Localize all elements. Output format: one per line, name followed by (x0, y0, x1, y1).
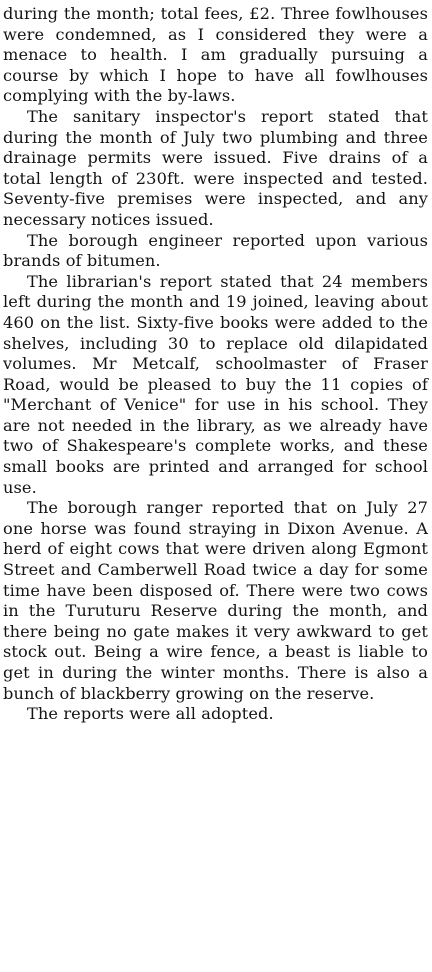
paragraph-fowlhouses: during the month; total fees, £2. Three fowlhouses were condemned, as I considered they were a menace to health. I am gradually pursuing a course by which I hope to have all fowlhouses complying with the by-laws. (3, 4, 428, 106)
paragraph-librarian-report: The librarian's report stated that 24 members left during the month and 19 joined, leaving about 460 on the list. Sixty-five books were added to the shelves, including 30 to replace old dilapidated volumes. Mr Metcalf, schoolmaster of Fraser Road, would be pleased to buy the 11 copies of "Merchant of Venice" for use in his school. They are not needed in the library, as we already have two of Shakespeare's complete works, and these small books are printed and arranged for school use. (3, 271, 428, 497)
paragraph-engineer-report: The borough engineer reported upon various brands of bitumen. (3, 230, 428, 271)
paragraph-sanitary-report: The sanitary inspector's report stated that during the month of July two plumbing and three drainage permits were issued. Five drains of a total length of 230ft. were inspected and tested. Seventy-five premises were inspected, and any necessary notices issued. (3, 106, 428, 229)
paragraph-ranger-report: The borough ranger reported that on July 27 one horse was found straying in Dixon Avenue. A herd of eight cows that were driven along Egmont Street and Camberwell Road twice a day for some time have been disposed of. There were two cows in the Turuturu Reserve during the month, and there being no gate makes it very awkward to get stock out. Being a wire fence, a beast is liable to get in during the winter months. There is also a bunch of blackberry growing on the reserve. (3, 498, 428, 703)
paragraph-reports-adopted: The reports were all adopted. (27, 704, 274, 724)
